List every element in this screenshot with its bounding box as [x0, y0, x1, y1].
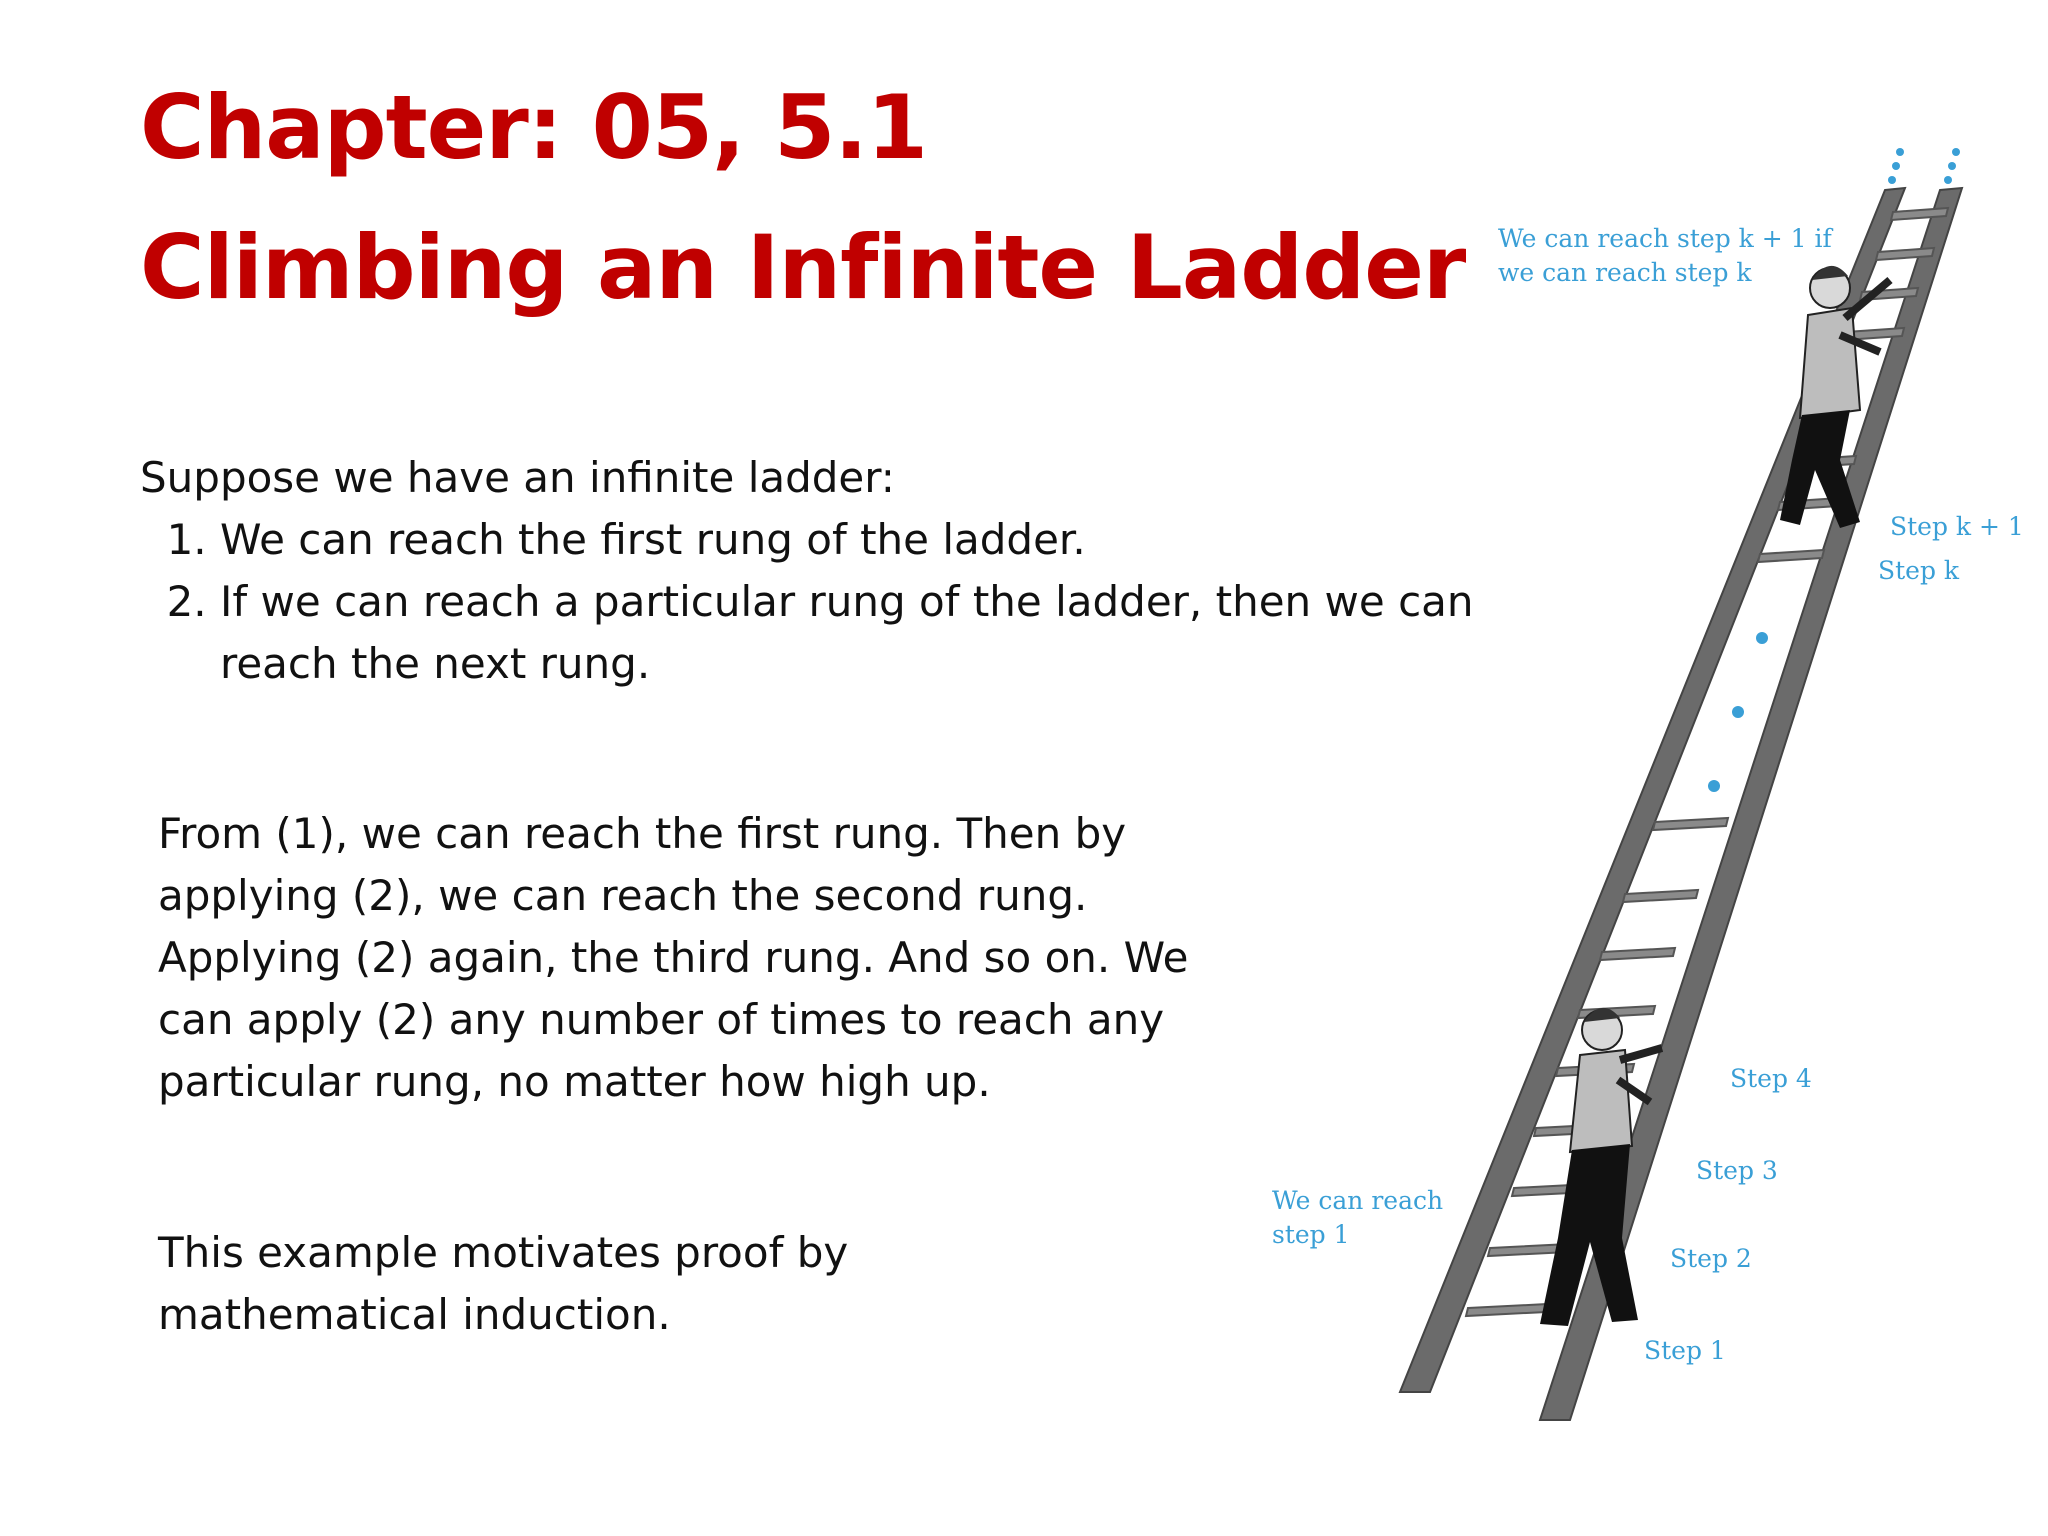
label-step-k: Step k — [1878, 556, 1960, 585]
premise-item-2: 2. If we can reach a particular rung of the ladder, then we can reach the next rung. — [220, 571, 1480, 695]
intro-lead: Suppose we have an infinite ladder: — [140, 453, 895, 502]
ladder-top-dots — [1888, 148, 1960, 184]
label-top-line-1: We can reach step k + 1 if — [1498, 224, 1832, 253]
label-step-k-plus-1-condition — [1498, 222, 1832, 290]
conclusion-paragraph: This example motivates proof by mathematical induction. — [158, 1228, 849, 1339]
label-step-1: Step 1 — [1644, 1336, 1726, 1365]
premise-item-1: 1. We can reach the first rung of the ladder. — [220, 509, 1480, 571]
ladder-figure — [1240, 130, 2040, 1430]
ladder-rungs — [1466, 208, 1948, 1316]
label-reach-step-1 — [1272, 1184, 1443, 1252]
label-step-k-plus-1: Step k + 1 — [1890, 512, 2024, 541]
title-line-topic: Climbing an Infinite Ladder — [140, 216, 1466, 319]
label-step-2: Step 2 — [1670, 1244, 1752, 1273]
label-step-3: Step 3 — [1696, 1156, 1778, 1185]
explanation-paragraph: From (1), we can reach the first rung. Then by applying (2), we can reach the second rung. Applying (2) again, the third rung. And so on. We can apply (2) any number of times to reach any particular rung, no matter how high up. — [158, 809, 1189, 1106]
title-line-chapter: Chapter: 05, 5.1 — [140, 76, 927, 179]
label-step-4: Step 4 — [1730, 1064, 1812, 1093]
label-bottom-line-2: step 1 — [1272, 1220, 1350, 1249]
label-bottom-line-1: We can reach — [1272, 1186, 1444, 1215]
label-top-line-2: we can reach step k — [1498, 258, 1752, 287]
